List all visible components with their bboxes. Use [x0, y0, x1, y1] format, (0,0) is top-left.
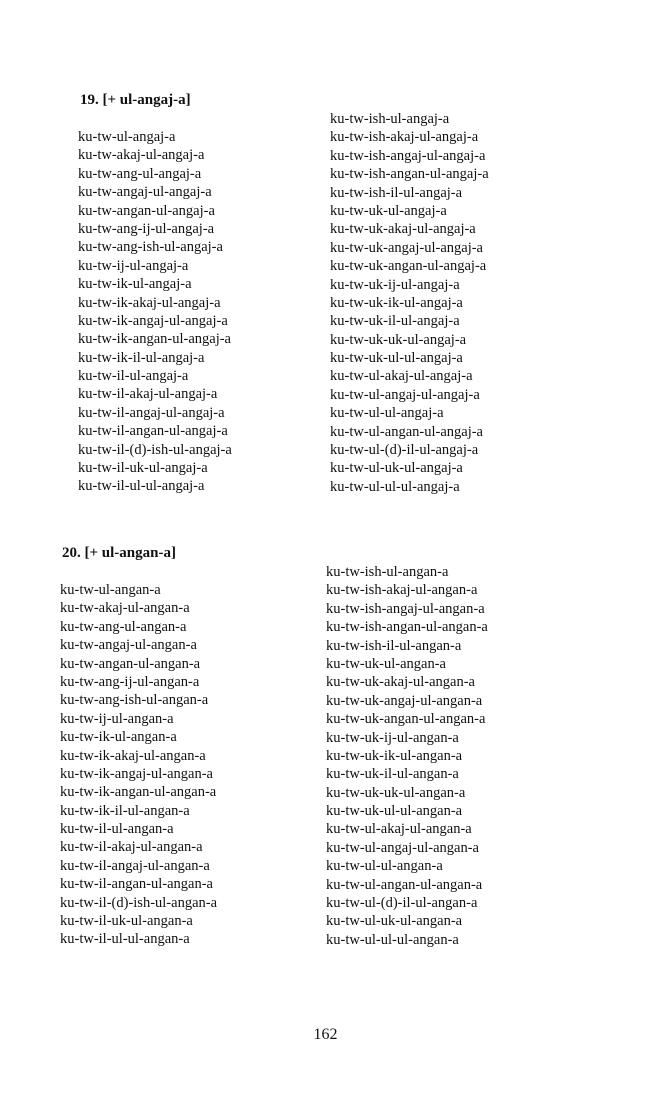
word-form-entry: ku-tw-il-ul-angaj-a: [78, 368, 189, 385]
word-form-entry: ku-tw-ish-angan-ul-angan-a: [326, 619, 488, 636]
word-form-entry: ku-tw-ish-akaj-ul-angan-a: [326, 582, 478, 599]
word-form-entry: ku-tw-ish-ul-angaj-a: [330, 111, 450, 127]
word-form-entry: ku-tw-ik-il-ul-angan-a: [60, 802, 190, 819]
word-form-entry: ku-tw-ul-ul-ul-angan-a: [326, 931, 459, 948]
section-20-heading: 20. [+ ul-angan-a]: [62, 545, 176, 561]
word-form-entry: ku-tw-ang-ul-angaj-a: [78, 165, 202, 182]
word-form-entry: ku-tw-ul-uk-ul-angaj-a: [330, 460, 463, 477]
word-form-entry: ku-tw-angaj-ul-angaj-a: [78, 184, 212, 201]
word-form-entry: ku-tw-ang-ij-ul-angan-a: [60, 673, 200, 690]
word-form-entry: ku-tw-ul-ul-angan-a: [326, 858, 443, 875]
word-form-entry: ku-tw-il-(d)-ish-ul-angaj-a: [78, 441, 232, 458]
section-20-right-column: [326, 563, 488, 949]
word-form-entry: ku-tw-uk-angan-ul-angaj-a: [330, 258, 487, 275]
word-form-entry: ku-tw-ik-angaj-ul-angan-a: [60, 765, 213, 782]
word-form-entry: ku-tw-il-ul-angan-a: [60, 821, 174, 838]
word-form-entry: ku-tw-ul-angaj-a: [78, 129, 176, 145]
word-form-entry: ku-tw-uk-akaj-ul-angaj-a: [330, 221, 476, 238]
word-form-entry: ku-tw-ish-ul-angan-a: [326, 564, 449, 580]
word-form-entry: ku-tw-il-angan-ul-angaj-a: [78, 423, 228, 440]
word-form-entry: ku-tw-ul-(d)-il-ul-angan-a: [326, 895, 478, 912]
word-form-entry: ku-tw-il-uk-ul-angan-a: [60, 913, 193, 930]
word-form-entry: ku-tw-ul-ul-ul-angaj-a: [330, 478, 460, 495]
page-number: 162: [313, 1026, 338, 1043]
section-20-left-column: [60, 581, 217, 949]
word-form-entry: ku-tw-ish-angaj-ul-angan-a: [326, 600, 485, 617]
word-form-entry: ku-tw-il-(d)-ish-ul-angan-a: [60, 894, 218, 911]
word-form-entry: ku-tw-uk-angan-ul-angan-a: [326, 711, 486, 728]
word-form-entry: ku-tw-ish-il-ul-angan-a: [326, 637, 462, 654]
word-form-entry: ku-tw-akaj-ul-angan-a: [60, 600, 190, 617]
word-form-entry: ku-tw-uk-ul-ul-angan-a: [326, 803, 463, 820]
word-form-entry: ku-tw-ang-ij-ul-angaj-a: [78, 220, 215, 237]
word-form-entry: ku-tw-il-akaj-ul-angaj-a: [78, 386, 218, 403]
word-form-entry: ku-tw-uk-ul-ul-angaj-a: [330, 350, 463, 367]
word-form-entry: ku-tw-il-ul-ul-angan-a: [60, 931, 190, 948]
word-form-entry: ku-tw-ish-il-ul-angaj-a: [330, 184, 463, 201]
word-form-entry: ku-tw-ik-ul-angaj-a: [78, 276, 192, 293]
word-form-entry: ku-tw-ul-angaj-ul-angan-a: [326, 839, 479, 856]
word-form-entry: ku-tw-il-ul-ul-angaj-a: [78, 478, 205, 495]
word-form-entry: ku-tw-uk-ik-ul-angaj-a: [330, 294, 463, 311]
word-form-entry: ku-tw-il-angan-ul-angan-a: [60, 876, 213, 893]
word-form-entry: ku-tw-il-akaj-ul-angan-a: [60, 839, 203, 856]
word-form-entry: ku-tw-ul-angan-a: [60, 582, 161, 598]
section-19-right-column: [330, 110, 489, 496]
word-form-entry: ku-tw-ul-akaj-ul-angan-a: [326, 821, 472, 838]
word-form-entry: ku-tw-il-angaj-ul-angaj-a: [78, 404, 225, 421]
word-form-entry: ku-tw-ik-akaj-ul-angaj-a: [78, 294, 221, 311]
word-form-entry: ku-tw-ul-uk-ul-angan-a: [326, 913, 463, 930]
section-19-left-column: [78, 128, 232, 496]
word-form-entry: ku-tw-ang-ish-ul-angaj-a: [78, 239, 223, 256]
word-form-entry: ku-tw-uk-il-ul-angaj-a: [330, 313, 460, 330]
word-form-entry: ku-tw-ul-angaj-ul-angaj-a: [330, 386, 480, 403]
word-form-entry: ku-tw-ik-angaj-ul-angaj-a: [78, 312, 228, 329]
word-form-entry: ku-tw-ul-(d)-il-ul-angaj-a: [330, 442, 479, 459]
section-19-heading: 19. [+ ul-angaj-a]: [80, 92, 191, 108]
word-form-entry: ku-tw-ij-ul-angan-a: [60, 710, 174, 727]
word-form-entry: ku-tw-uk-ij-ul-angan-a: [326, 729, 459, 746]
word-form-entry: ku-tw-angaj-ul-angan-a: [60, 637, 197, 654]
word-form-entry: ku-tw-uk-il-ul-angan-a: [326, 766, 459, 783]
word-form-entry: ku-tw-uk-angaj-ul-angan-a: [326, 692, 483, 709]
word-form-entry: ku-tw-uk-ik-ul-angan-a: [326, 747, 463, 764]
word-form-entry: ku-tw-ang-ish-ul-angan-a: [60, 692, 209, 709]
word-form-entry: ku-tw-ul-ul-angaj-a: [330, 405, 444, 422]
word-form-entry: ku-tw-ik-angan-ul-angan-a: [60, 784, 217, 801]
word-form-entry: ku-tw-uk-uk-ul-angaj-a: [330, 331, 467, 348]
word-form-entry: ku-tw-ik-ul-angan-a: [60, 729, 177, 746]
word-form-entry: ku-tw-il-uk-ul-angaj-a: [78, 460, 208, 477]
word-form-entry: ku-tw-ish-angan-ul-angaj-a: [330, 166, 489, 183]
word-form-entry: ku-tw-ik-akaj-ul-angan-a: [60, 747, 206, 764]
word-form-entry: ku-tw-uk-ul-angan-a: [326, 655, 446, 672]
word-form-entry: ku-tw-il-angaj-ul-angan-a: [60, 857, 210, 874]
word-form-entry: ku-tw-ul-angan-ul-angaj-a: [330, 423, 483, 440]
word-form-entry: ku-tw-uk-ij-ul-angaj-a: [330, 276, 460, 293]
word-form-entry: ku-tw-ang-ul-angan-a: [60, 618, 187, 635]
word-form-entry: ku-tw-ik-il-ul-angaj-a: [78, 349, 205, 366]
word-form-entry: ku-tw-uk-ul-angaj-a: [330, 202, 447, 219]
word-form-entry: ku-tw-ul-akaj-ul-angaj-a: [330, 368, 473, 385]
word-form-entry: ku-tw-ik-angan-ul-angaj-a: [78, 331, 231, 348]
word-form-entry: ku-tw-ish-angaj-ul-angaj-a: [330, 147, 486, 164]
word-form-entry: ku-tw-angan-ul-angaj-a: [78, 202, 215, 219]
word-form-entry: ku-tw-ish-akaj-ul-angaj-a: [330, 129, 479, 146]
word-form-entry: ku-tw-uk-angaj-ul-angaj-a: [330, 239, 483, 256]
word-form-entry: ku-tw-akaj-ul-angaj-a: [78, 147, 205, 164]
word-form-entry: ku-tw-angan-ul-angan-a: [60, 655, 201, 672]
word-form-entry: ku-tw-uk-akaj-ul-angan-a: [326, 674, 475, 691]
word-form-entry: ku-tw-ij-ul-angaj-a: [78, 257, 189, 274]
word-form-entry: ku-tw-uk-uk-ul-angan-a: [326, 784, 466, 801]
word-form-entry: ku-tw-ul-angan-ul-angan-a: [326, 876, 483, 893]
